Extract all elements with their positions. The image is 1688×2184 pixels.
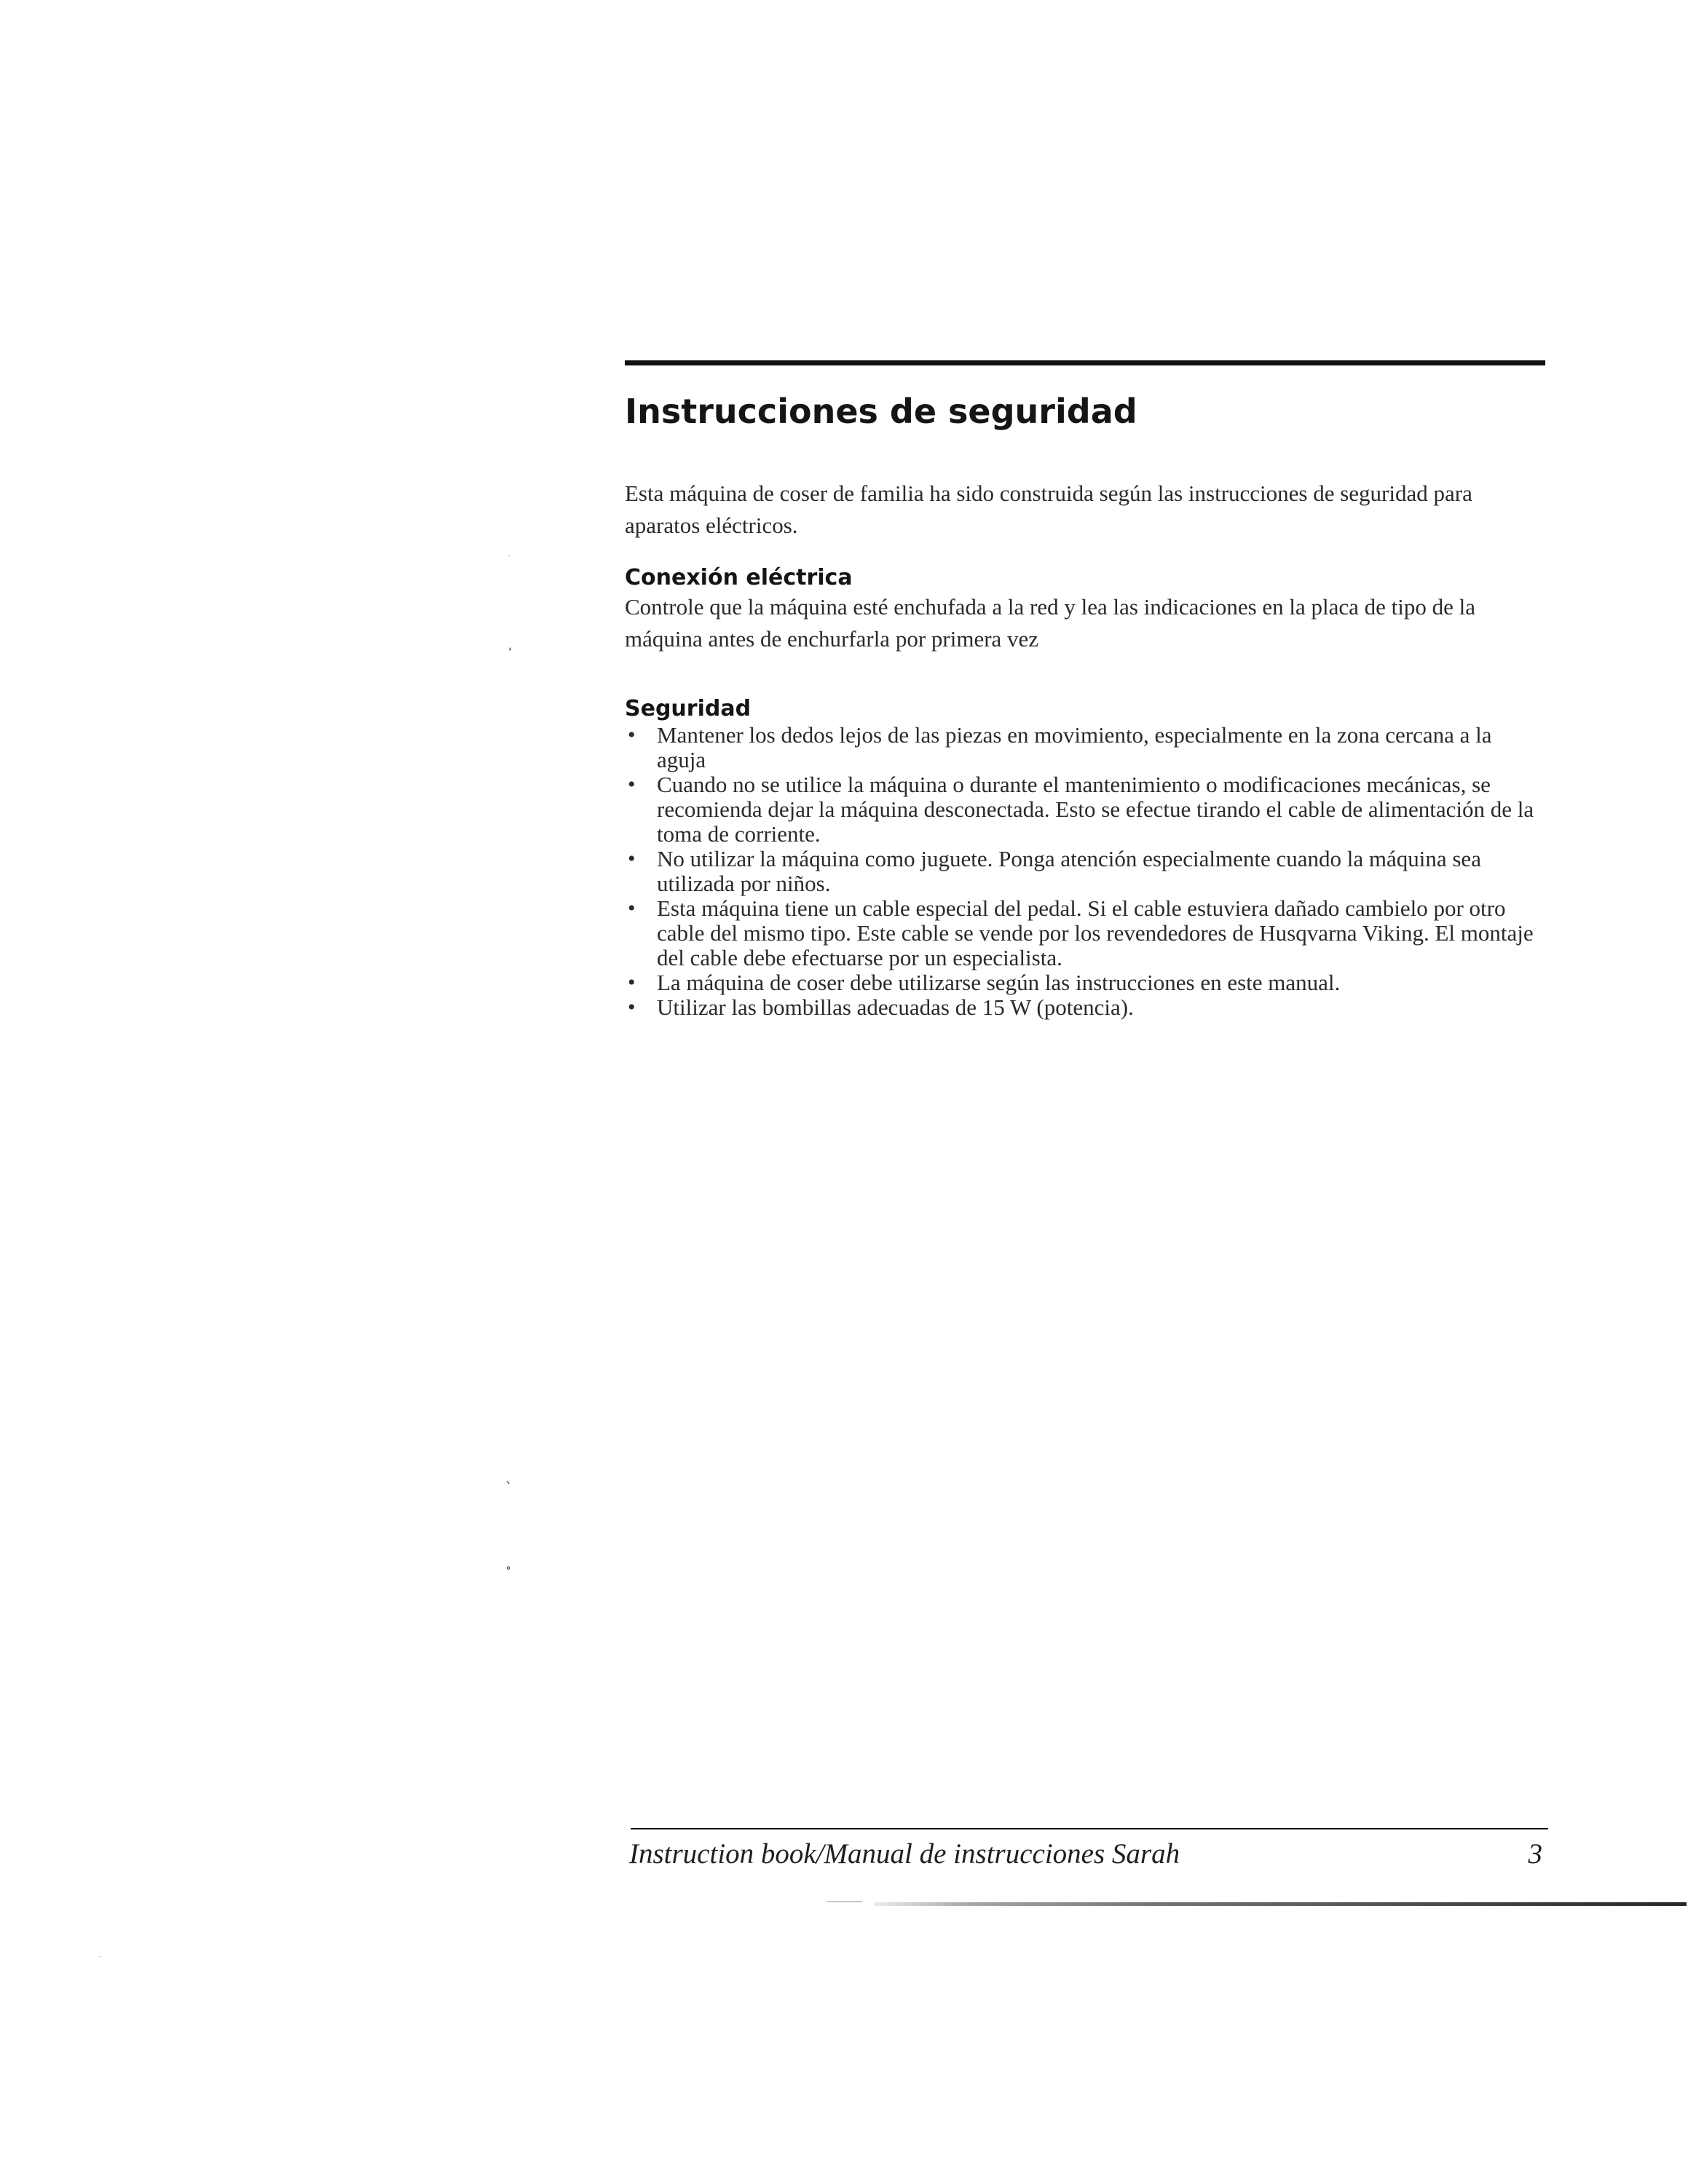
list-item: • Utilizar las bombillas adecuadas de 15 W (potencia). <box>625 995 1544 1020</box>
scan-speck: ˚ <box>505 1566 511 1580</box>
footer-rule <box>631 1828 1548 1829</box>
section-heading-seguridad: Seguridad <box>625 696 752 721</box>
scan-speck: ˎ <box>505 1469 512 1484</box>
scan-speck: · <box>99 1954 101 1960</box>
page-number: 3 <box>1528 1838 1542 1870</box>
list-item: • Cuando no se utilice la máquina o durante el mantenimiento o modificaciones mecánicas, se recomienda dejar la máquina desconectada. Esto se efectue tirando el cable de alimentación de la toma de corriente. <box>625 772 1544 847</box>
intro-paragraph: Esta máquina de coser de familia ha sido construida según las instrucciones de seguridad para aparatos eléctricos. <box>625 480 1472 538</box>
section-heading-conexion-electrica: Conexión eléctrica <box>625 565 853 590</box>
scan-mark-dash <box>827 1901 862 1902</box>
list-item: • La máquina de coser debe utilizarse según las instrucciones en este manual. <box>625 970 1544 995</box>
page-title: Instrucciones de seguridad <box>625 392 1137 431</box>
list-item: • No utilizar la máquina como juguete. Ponga atención especialmente cuando la máquina sea utilizada por niños. <box>625 847 1544 896</box>
scan-mark-line <box>874 1902 1687 1906</box>
scan-speck: ‘ <box>508 645 513 659</box>
safety-bullet-list <box>625 723 1544 1020</box>
section-text-conexion-electrica: Controle que la máquina esté enchufada a la red y lea las indicaciones en la placa de tipo de la máquina antes de enchurfarla por primera vez <box>625 594 1476 652</box>
list-item: • Mantener los dedos lejos de las piezas en movimiento, especialmente en la zona cercana a la aguja <box>625 723 1544 772</box>
footer-book-title: Instruction book/Manual de instrucciones Sarah <box>629 1838 1180 1870</box>
title-top-rule <box>625 360 1545 365</box>
list-item: • Esta máquina tiene un cable especial del pedal. Si el cable estuviera dañado cambielo por otro cable del mismo tipo. Este cable se vende por los revendedores de Husqvarna Viking. El montaje del cable debe efectuarse por un especialista. <box>625 896 1544 970</box>
scan-speck: · <box>508 553 510 559</box>
